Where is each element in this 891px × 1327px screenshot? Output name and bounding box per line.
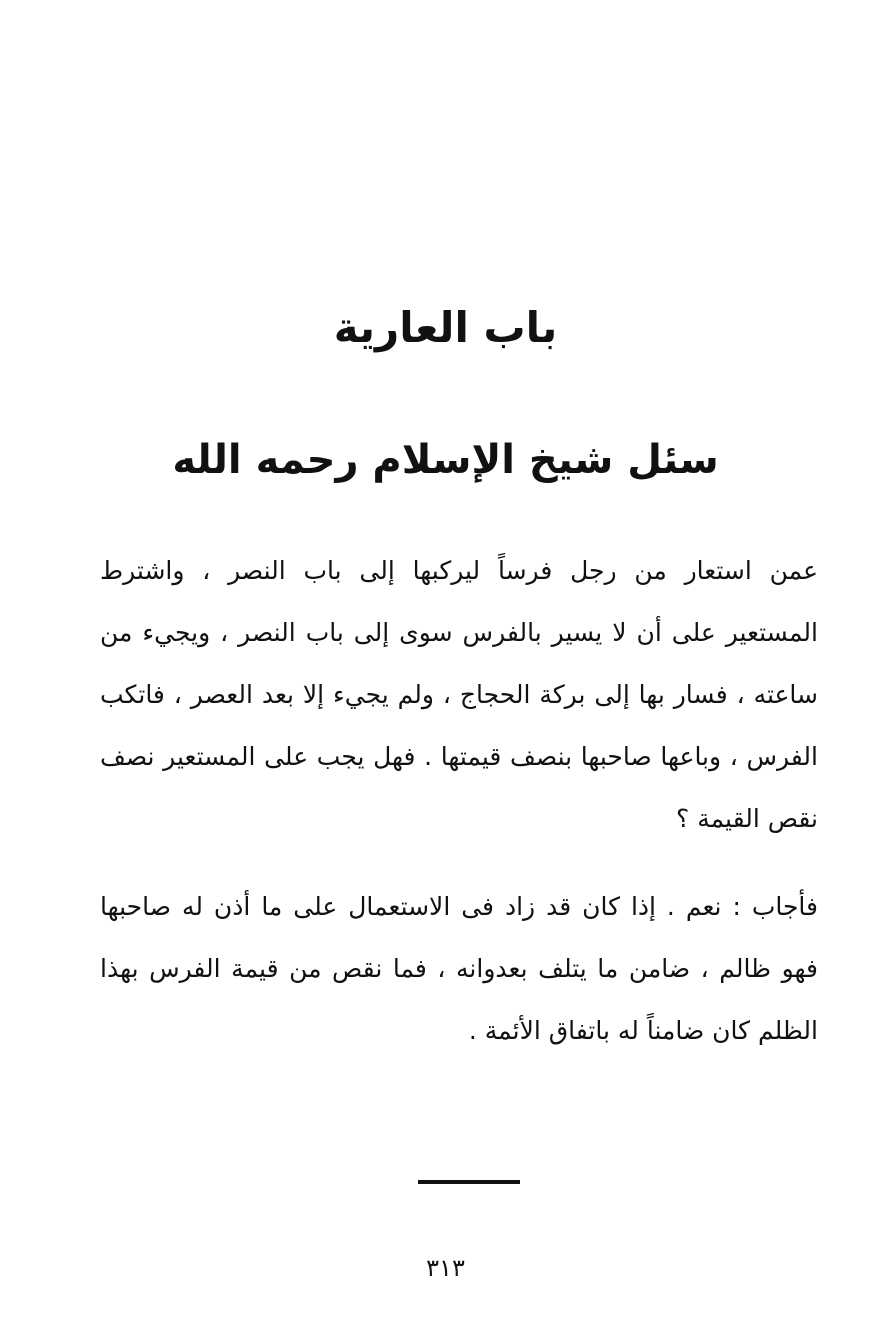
separator-rule	[418, 1180, 520, 1184]
answer-paragraph: فأجاب : نعم . إذا كان قد زاد فى الاستعمال على ما أذن له صاحبها فهو ظالم ، ضامن ما يتلف بعدوانه ، فما نقص من قيمة الفرس بهذا الظلم كان ضامناً له باتفاق الأئمة .	[100, 892, 818, 1045]
question-paragraph: عمن استعار من رجل فرساً ليركبها إلى باب النصر ، واشترط المستعير على أن لا يسير بالفرس سوى إلى باب النصر ، ويجيء من ساعته ، فسار بها إلى بركة الحجاج ، ولم يجيء إلا بعد العصر ، فاتكب الفرس ، وباعها صاحبها بنصف قيمتها . فهل يجب على المستعير نصف نقص القيمة ؟	[100, 556, 818, 833]
chapter-title: باب العارية	[333, 303, 558, 352]
page-number: ٣١٣	[426, 1254, 465, 1282]
question-heading: سئل شيخ الإسلام رحمه الله	[172, 437, 719, 483]
